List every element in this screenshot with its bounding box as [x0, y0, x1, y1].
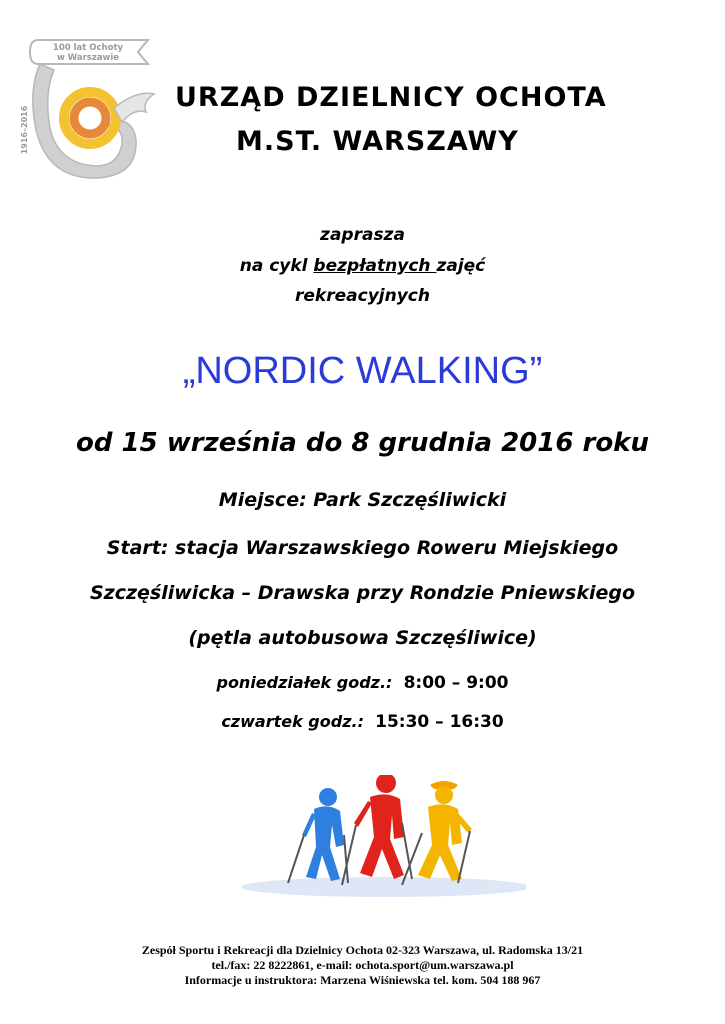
event-title: „NORDIC WALKING” — [182, 350, 543, 392]
footer — [0, 943, 725, 988]
logo-banner-line1: 100 lat Ochoty — [52, 43, 124, 53]
footer-line3: Informacje u instruktora: Marzena Wiśniewska tel. kom. 504 188 967 — [184, 973, 541, 987]
office-name-line2: M.ST. WARSZAWY — [236, 126, 519, 157]
footer-line1: Zespół Sportu i Rekreacji dla Dzielnicy Ochota 02-323 Warszawa, ul. Radomska 13/21 — [141, 943, 584, 957]
event-dates: od 15 września do 8 grudnia 2016 roku — [75, 428, 649, 458]
schedule-day: czwartek godz.: — [221, 712, 364, 731]
event-place: Miejsce: Park Szczęśliwicki — [218, 489, 507, 511]
ground-shadow — [241, 877, 526, 897]
event-start: Start: stacja Warszawskiego Roweru Miejskiego — [106, 537, 619, 559]
intro-line2-suffix: zajęć — [436, 256, 486, 276]
footer-line2: tel./fax: 22 8222861, e-mail: ochota.sport@um.warszawa.pl — [211, 958, 514, 972]
blue-walker-figure — [288, 788, 348, 883]
schedule-time: 15:30 – 16:30 — [375, 712, 504, 732]
intro-line3: rekreacyjnych — [295, 286, 430, 306]
event-start-detail: Szczęśliwicka – Drawska przy Rondzie Pniewskiego — [89, 582, 636, 604]
schedule-row — [0, 712, 725, 732]
intro-line2 — [0, 256, 725, 276]
schedule-day: poniedziałek godz.: — [216, 673, 393, 692]
logo-years: 1916–2016 — [20, 105, 29, 155]
schedule-time: 8:00 – 9:00 — [403, 673, 509, 693]
yellow-walker-figure — [402, 781, 472, 885]
intro-line2-prefix: na cykl — [239, 256, 314, 276]
schedule-row — [0, 673, 725, 693]
event-loop: (pętla autobusowa Szczęśliwice) — [188, 627, 537, 649]
red-walker-figure — [342, 775, 412, 885]
logo-banner-line2: w Warszawie — [56, 53, 120, 63]
nordic-walkers-illustration — [236, 775, 526, 905]
intro-line1: zaprasza — [320, 225, 405, 245]
ochota-anniversary-logo — [18, 30, 158, 185]
office-name-line1: URZĄD DZIELNICY OCHOTA — [175, 82, 607, 113]
intro-line2-underlined: bezpłatnych — [313, 256, 437, 276]
